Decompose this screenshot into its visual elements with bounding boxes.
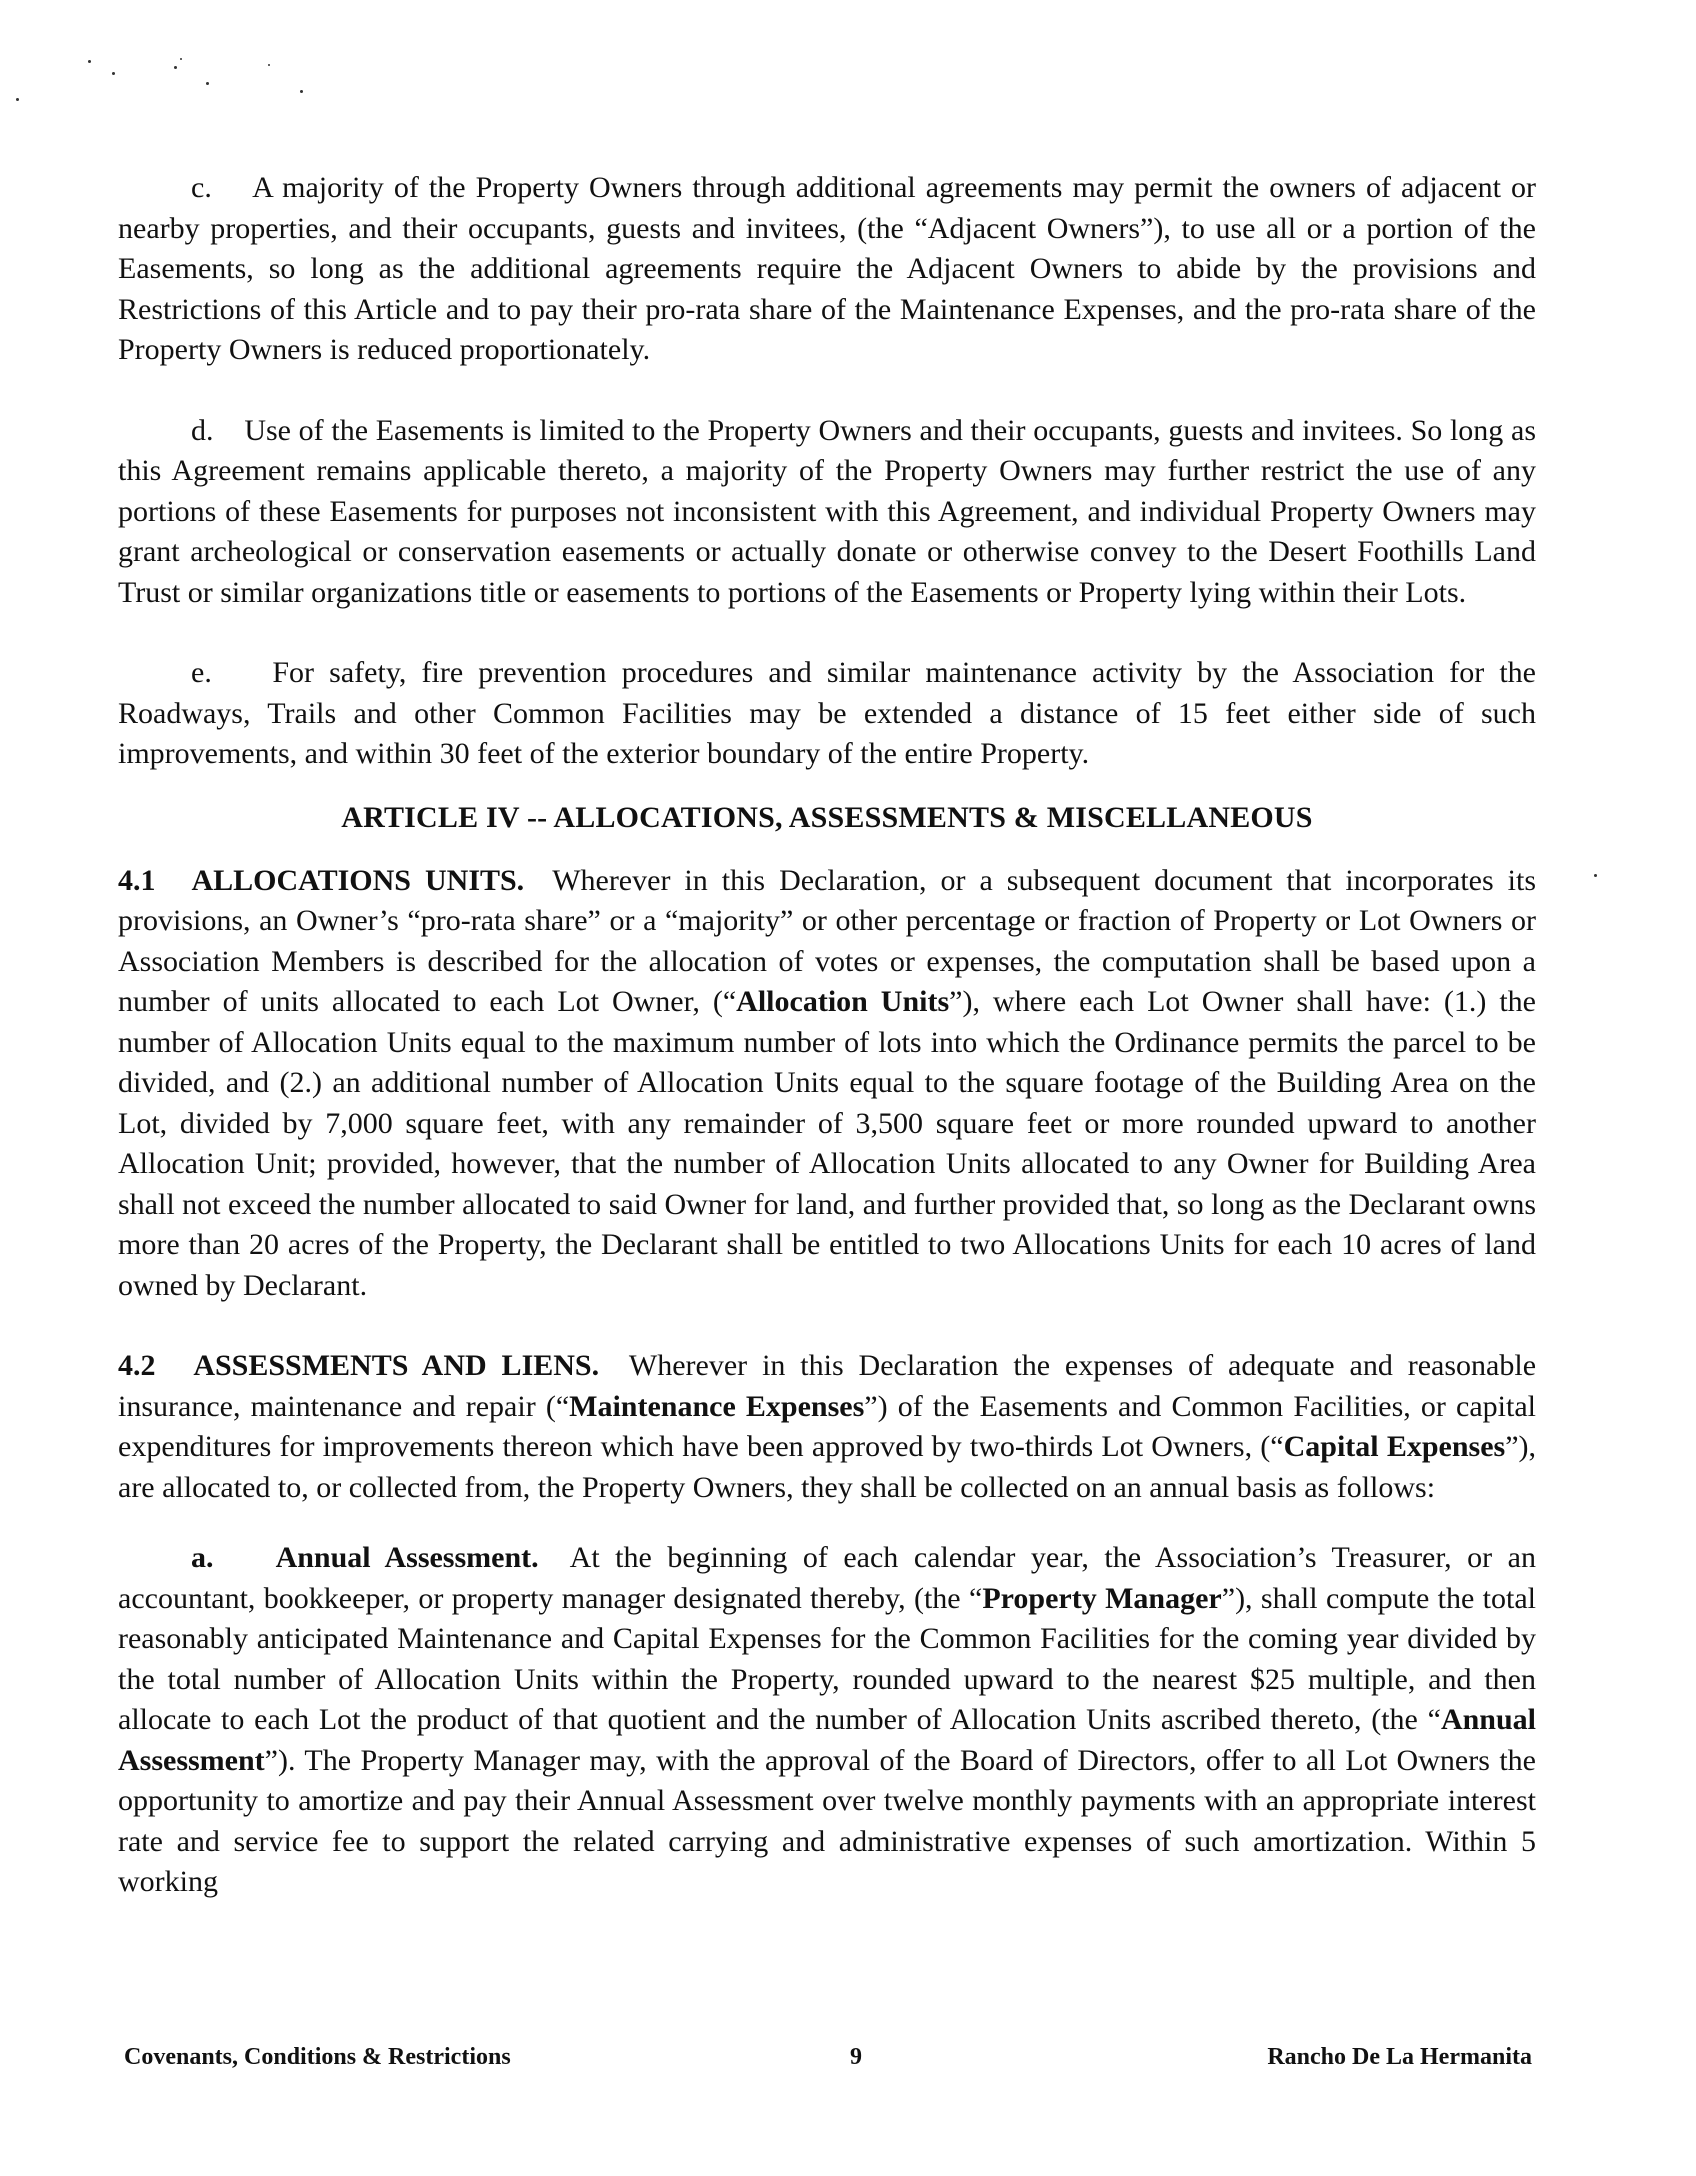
subsection-title: Annual Assessment. <box>275 1541 539 1574</box>
scan-speck <box>268 64 270 66</box>
section-number: 4.1 <box>118 863 156 897</box>
footer-page-number: 9 <box>850 2044 862 2070</box>
footer-project-name: Rancho De La Hermanita <box>1267 2044 1532 2070</box>
paragraph-letter: e. <box>191 656 212 689</box>
scan-speck <box>16 98 19 101</box>
scan-speck <box>174 66 177 69</box>
subsection-letter: a. <box>191 1541 214 1574</box>
section-text: ”), are allocated to, or collected from, the Property Owners, they shall be collected on an annual basis as follows: <box>118 1430 1536 1504</box>
scan-speck <box>180 58 182 60</box>
defined-term: Allocation Units <box>736 985 950 1018</box>
section-4-2-a <box>118 1538 1536 1903</box>
defined-term: Property Manager <box>982 1581 1222 1615</box>
scan-speck <box>112 72 115 75</box>
paragraph-letter: d. <box>191 413 214 447</box>
scan-speck <box>206 82 209 85</box>
section-text: ”), where each Lot Owner shall have: (1.) the number of Allocation Units equal to the maximum number of lots into which the Ordinance permits the parcel to be divided, and (2.) an additional number of Allocation Units equal to the square footage of the Building Area on the Lot, divided by 7,000 square feet, with any remainder of 3,500 square feet or more rounded upward to another Allocation Unit; provided, however, that the number of Allocation Units allocated to any Owner for Building Area shall not exceed the number allocated to said Owner for land, and further provided that, so long as the Declarant owns more than 20 acres of the Property, the Declarant shall be entitled to two Allocations Units for each 10 acres of land owned by Declarant. <box>118 985 1536 1302</box>
scan-speck <box>1594 874 1597 877</box>
section-4-2 <box>118 1346 1536 1508</box>
subsection-text: ”). The Property Manager may, with the approval of the Board of Directors, offer to all Lot Owners the opportunity to amortize and pay their Annual Assessment over twelve monthly payments with an appropriate interest rate and service fee to support the related carrying and administrative expenses of such amortization. Within 5 working <box>118 1743 1536 1898</box>
section-title: ALLOCATIONS UNITS. <box>191 863 525 897</box>
paragraph-c <box>118 168 1536 371</box>
paragraph-text: A majority of the Property Owners through additional agreements may permit the owners of adjacent or nearby properties, and their occupants, guests and invitees, (the “Adjacent Owners”), to use all or a portion of the Easements, so long as the additional agreements require the Adjacent Owners to abide by the provisions and Restrictions of this Article and to pay their pro-rata share of the Maintenance Expenses, and the pro-rata share of the Property Owners is reduced proportionately. <box>118 171 1536 366</box>
scan-speck <box>88 60 91 63</box>
section-number: 4.2 <box>118 1349 156 1382</box>
defined-term: Capital Expenses <box>1283 1430 1506 1463</box>
defined-term: Maintenance Expenses <box>569 1389 865 1423</box>
paragraph-text: For safety, fire prevention procedures and similar maintenance activity by the Association for the Roadways, Trails and other Common Facilities may be extended a distance of 15 feet either side of such improvements, and within 30 feet of the exterior boundary of the entire Property. <box>118 656 1536 770</box>
subsection-text: ”), shall compute the total reasonably anticipated Maintenance and Capital Expenses for the Common Facilities for the coming year divided by the total number of Allocation Units within the Property, rounded upward to the nearest $25 multiple, and then allocate to each Lot the product of that quotient and the number of Allocation Units ascribed thereto, (the “ <box>118 1581 1536 1736</box>
paragraph-e <box>118 653 1536 775</box>
page-footer <box>124 2044 1532 2078</box>
paragraph-d <box>118 411 1536 614</box>
footer-document-title: Covenants, Conditions & Restrictions <box>124 2044 511 2070</box>
document-page <box>118 168 1536 1903</box>
subsection-text: At the beginning of each calendar year, the Association’s Treasurer, or an accountant, bookkeeper, or property manager designated thereby, (the “ <box>118 1541 1536 1615</box>
paragraph-letter: c. <box>191 171 212 204</box>
section-text: Wherever in this Declaration, or a subsequent document that incorporates its provisions, an Owner’s “pro-rata share” or a “majority” or other percentage or fraction of Property or Lot Owners or Association Members is described for the allocation of votes or expenses, the computation shall be based upon a number of units allocated to each Lot Owner, (“ <box>118 863 1537 1018</box>
article-heading: ARTICLE IV -- ALLOCATIONS, ASSESSMENTS & MISCELLANEOUS <box>341 800 1313 834</box>
scan-speck <box>300 90 303 93</box>
section-text: Wherever in this Declaration the expenses of adequate and reasonable insurance, maintenance and repair (“ <box>118 1349 1537 1423</box>
section-4-1 <box>118 861 1536 1307</box>
paragraph-text: Use of the Easements is limited to the Property Owners and their occupants, guests and invitees. So long as this Agreement remains applicable thereto, a majority of the Property Owners may further restrict the use of any portions of these Easements for purposes not inconsistent with this Agreement, and individual Property Owners may grant archeological or conservation easements or actually donate or otherwise convey to the Desert Foothills Land Trust or similar organizations title or easements to portions of the Easements or Property lying within their Lots. <box>118 413 1536 609</box>
defined-term: Annual Assessment <box>118 1703 1536 1777</box>
section-title: ASSESSMENTS AND LIENS. <box>193 1349 600 1382</box>
section-text: ”) of the Easements and Common Facilities, or capital expenditures for improvements thereon which have been approved by two-thirds Lot Owners, (“ <box>118 1389 1537 1463</box>
